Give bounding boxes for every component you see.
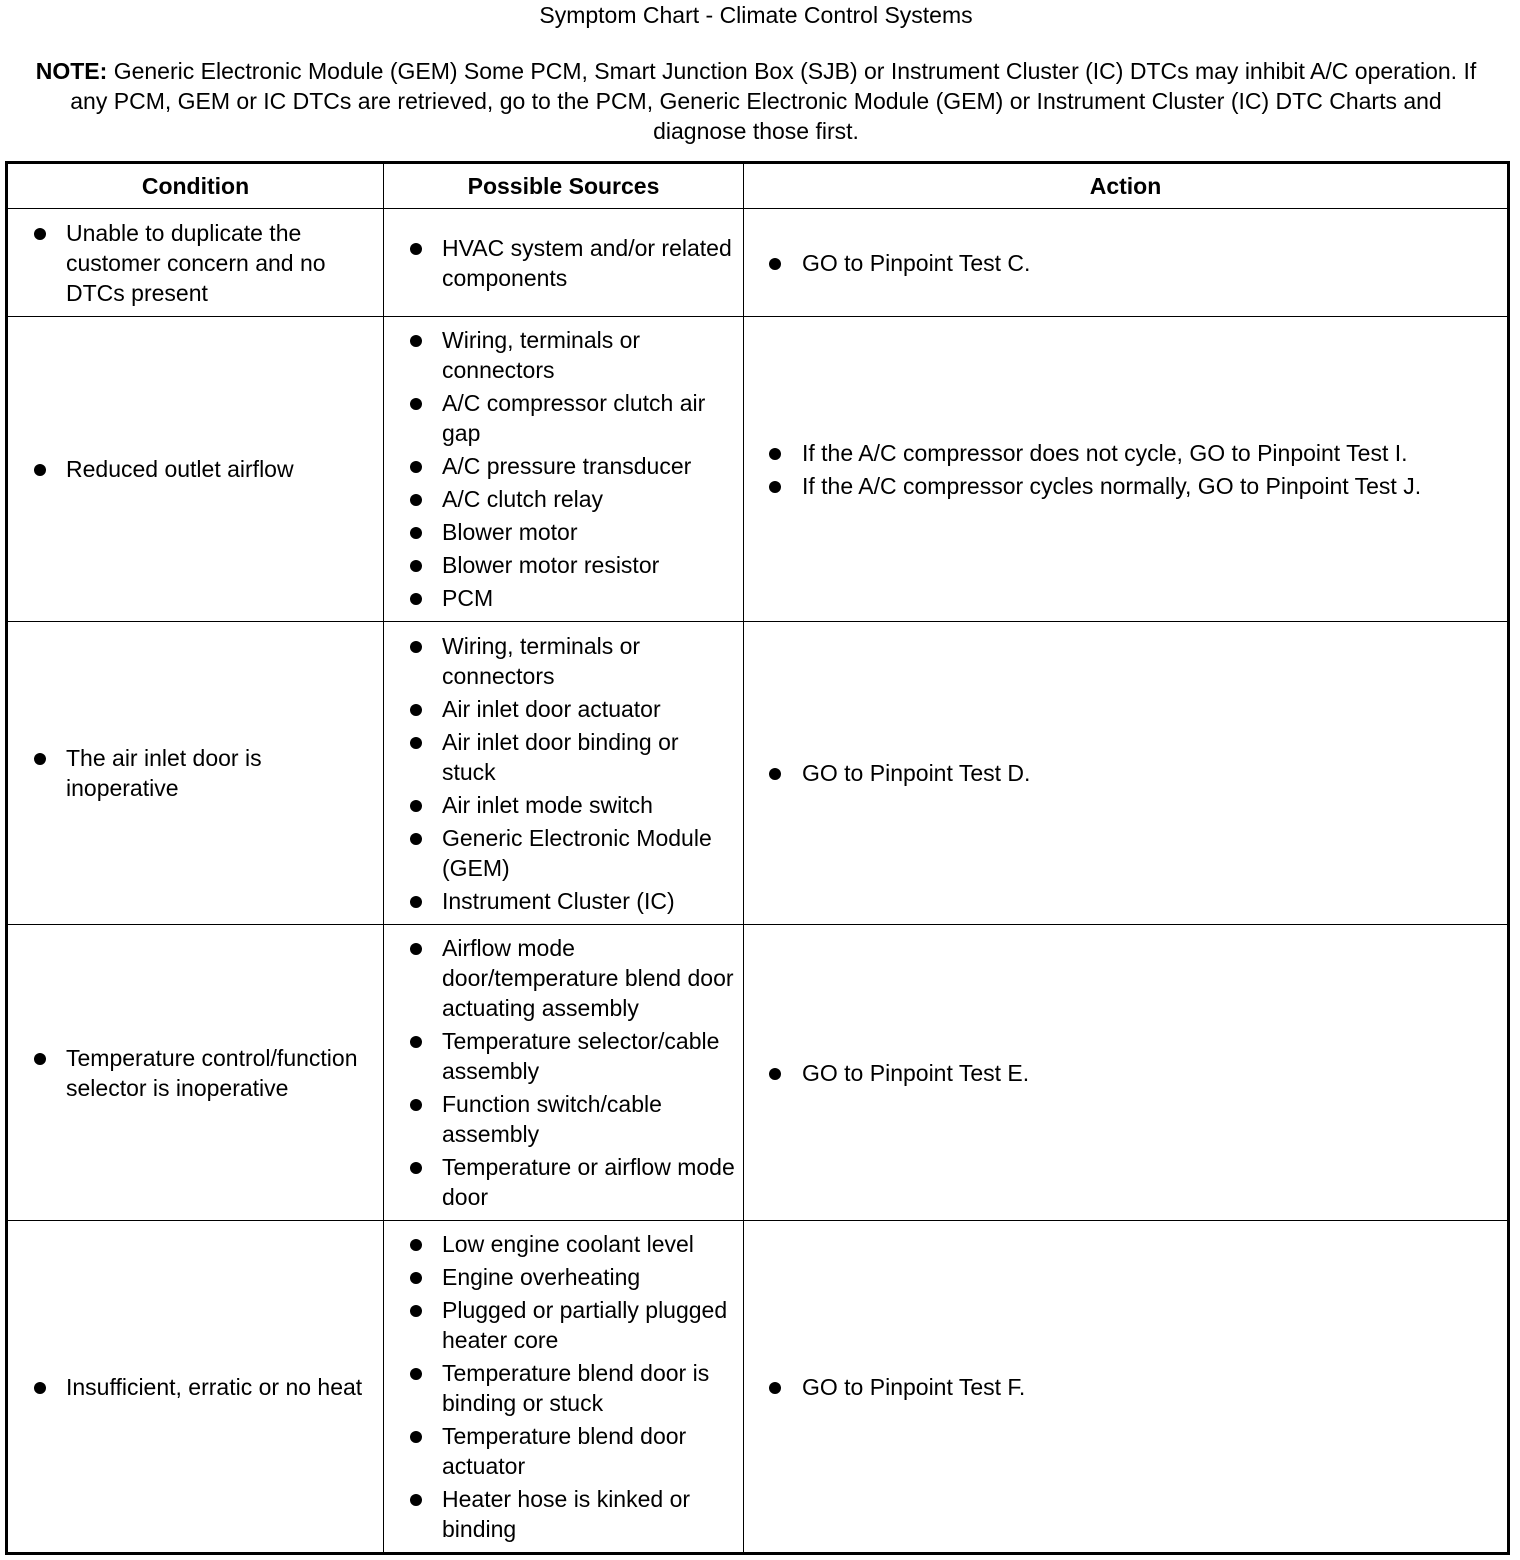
condition-cell (7, 209, 384, 317)
source-item: Wiring, terminals or connectors (384, 631, 737, 691)
condition-item: Temperature control/function selector is inoperative (8, 1043, 377, 1103)
source-item: A/C compressor clutch air gap (384, 388, 737, 448)
header-possible-sources: Possible Sources (384, 163, 744, 209)
source-item: PCM (384, 583, 737, 613)
source-item: Blower motor (384, 517, 737, 547)
source-item: HVAC system and/or related components (384, 233, 737, 293)
table-row (7, 209, 1509, 317)
table-row (7, 317, 1509, 622)
action-item: If the A/C compressor does not cycle, GO to Pinpoint Test I. (744, 438, 1501, 468)
action-item: GO to Pinpoint Test C. (744, 248, 1501, 278)
condition-cell (7, 317, 384, 622)
source-item: Temperature or airflow mode door (384, 1152, 737, 1212)
source-item: Air inlet door binding or stuck (384, 727, 737, 787)
action-item: If the A/C compressor cycles normally, GO to Pinpoint Test J. (744, 471, 1501, 501)
note-paragraph (30, 56, 1482, 146)
sources-cell (384, 317, 744, 622)
action-cell (744, 209, 1509, 317)
source-item: Temperature blend door actuator (384, 1421, 737, 1481)
source-item: A/C pressure transducer (384, 451, 737, 481)
sources-cell (384, 1221, 744, 1554)
action-item: GO to Pinpoint Test D. (744, 758, 1501, 788)
source-item: Generic Electronic Module (GEM) (384, 823, 737, 883)
note-label: NOTE: (35, 58, 108, 84)
source-item: Blower motor resistor (384, 550, 737, 580)
condition-cell (7, 925, 384, 1221)
source-item: Air inlet door actuator (384, 694, 737, 724)
action-cell (744, 925, 1509, 1221)
source-item: Air inlet mode switch (384, 790, 737, 820)
sources-cell (384, 622, 744, 925)
sources-cell (384, 925, 744, 1221)
condition-cell (7, 1221, 384, 1554)
source-item: Temperature blend door is binding or stuck (384, 1358, 737, 1418)
action-cell (744, 1221, 1509, 1554)
header-condition: Condition (7, 163, 384, 209)
source-item: Plugged or partially plugged heater core (384, 1295, 737, 1355)
action-item: GO to Pinpoint Test E. (744, 1058, 1501, 1088)
note-text: Generic Electronic Module (GEM) Some PCM, Smart Junction Box (SJB) or Instrument Cluster (IC) DTCs may inhibit A/C operation. If any PCM, GEM or IC DTCs are retrieved, go to the PCM, Generic Electronic Module (GEM) or Instrument Cluster (IC) DTC Charts and diagnose those first. (70, 58, 1477, 144)
table-row (7, 925, 1509, 1221)
document-title: Symptom Chart - Climate Control Systems (539, 2, 973, 28)
table-row (7, 622, 1509, 925)
symptom-chart-table (5, 161, 1510, 1555)
source-item: Instrument Cluster (IC) (384, 886, 737, 916)
source-item: Airflow mode door/temperature blend door actuating assembly (384, 933, 737, 1023)
action-cell (744, 622, 1509, 925)
header-action: Action (744, 163, 1509, 209)
sources-cell (384, 209, 744, 317)
source-item: Engine overheating (384, 1262, 737, 1292)
source-item: Low engine coolant level (384, 1229, 737, 1259)
table-row (7, 1221, 1509, 1554)
source-item: Function switch/cable assembly (384, 1089, 737, 1149)
condition-cell (7, 622, 384, 925)
action-item: GO to Pinpoint Test F. (744, 1372, 1501, 1402)
action-cell (744, 317, 1509, 622)
source-item: A/C clutch relay (384, 484, 737, 514)
source-item: Heater hose is kinked or binding (384, 1484, 737, 1544)
condition-item: Reduced outlet airflow (8, 454, 377, 484)
condition-item: Unable to duplicate the customer concern and no DTCs present (8, 218, 377, 308)
source-item: Wiring, terminals or connectors (384, 325, 737, 385)
condition-item: The air inlet door is inoperative (8, 743, 377, 803)
source-item: Temperature selector/cable assembly (384, 1026, 737, 1086)
table-header-row (7, 163, 1509, 209)
condition-item: Insufficient, erratic or no heat (8, 1372, 377, 1402)
